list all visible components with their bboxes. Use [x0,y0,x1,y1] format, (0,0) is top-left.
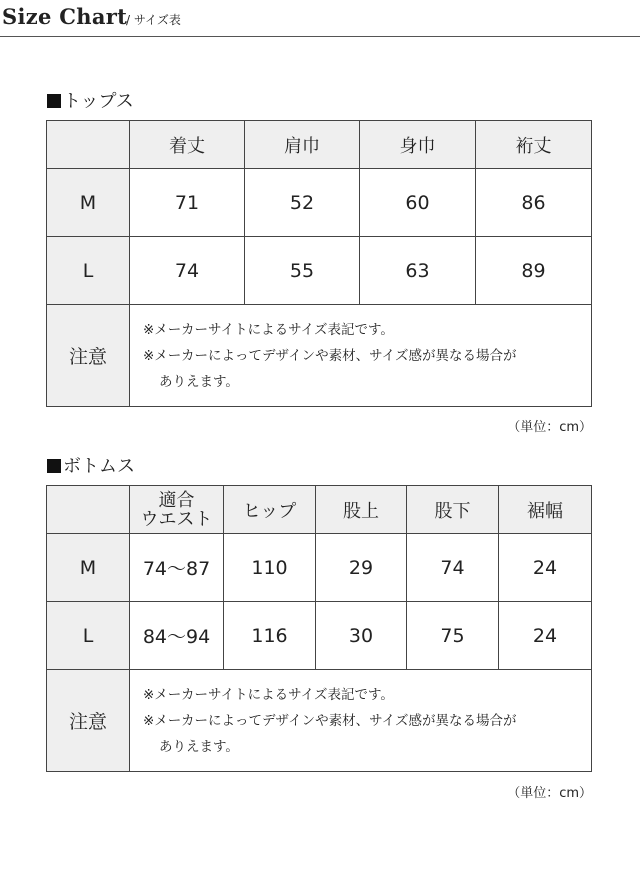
unit-note: （単位：cm） [507,420,592,435]
column-header: 肩巾 [245,121,360,169]
column-header: 着丈 [130,121,245,169]
column-header: 股上 [316,486,407,534]
tops-section-title [47,91,134,113]
table-cell: 84〜94 [130,602,224,670]
square-bullet-icon [47,459,61,473]
page-subtitle: / サイズ表 [126,13,181,27]
bottoms-title-text: ボトムス [63,456,135,477]
table-cell: 55 [245,237,360,305]
size-label: M [47,534,130,602]
note-row [47,305,592,407]
corner-cell [47,121,130,169]
table-cell: 86 [476,169,592,237]
note-line: ※メーカーによってデザインや素材、サイズ感が異なる場合が [143,347,517,364]
note-text [130,305,592,407]
note-line: ※メーカーサイトによるサイズ表記です。 [143,686,394,703]
table-header-row [47,486,592,534]
table-cell: 74 [130,237,245,305]
table-cell: 71 [130,169,245,237]
note-line: ※メーカーサイトによるサイズ表記です。 [143,321,394,338]
table-cell: 63 [360,237,476,305]
note-line: ありえます。 [159,373,239,390]
table-cell: 110 [224,534,316,602]
column-header [130,486,224,534]
table-cell: 89 [476,237,592,305]
table-cell: 60 [360,169,476,237]
square-bullet-icon [47,94,61,108]
table-cell: 29 [316,534,407,602]
table-cell: 30 [316,602,407,670]
table-row [47,237,592,305]
table-cell: 75 [407,602,499,670]
note-text [130,670,592,772]
page-header [0,0,640,37]
tops-title-text: トップス [63,91,134,112]
bottoms-size-table [46,485,592,772]
column-header: 股下 [407,486,499,534]
table-row [47,602,592,670]
table-cell: 52 [245,169,360,237]
column-header: 裄丈 [476,121,592,169]
column-header-line: 適合 [158,489,195,511]
table-row [47,534,592,602]
note-line: ありえます。 [159,738,239,755]
note-line: ※メーカーによってデザインや素材、サイズ感が異なる場合が [143,712,517,729]
corner-cell [47,486,130,534]
table-cell: 24 [499,534,592,602]
note-row [47,670,592,772]
column-header: ヒップ [224,486,316,534]
table-row [47,169,592,237]
column-header: 身巾 [360,121,476,169]
column-header-line: ウエスト [140,508,213,530]
table-cell: 74〜87 [130,534,224,602]
table-cell: 24 [499,602,592,670]
note-label: 注意 [47,305,130,407]
size-label: L [47,602,130,670]
column-header: 裾幅 [499,486,592,534]
note-label: 注意 [47,670,130,772]
tops-size-table [46,120,592,407]
table-cell: 116 [224,602,316,670]
bottoms-section-title [47,456,135,478]
table-header-row [47,121,592,169]
table-cell: 74 [407,534,499,602]
size-label: M [47,169,130,237]
page-title: Size Chart [2,4,128,29]
size-label: L [47,237,130,305]
unit-note: （単位：cm） [507,786,592,801]
